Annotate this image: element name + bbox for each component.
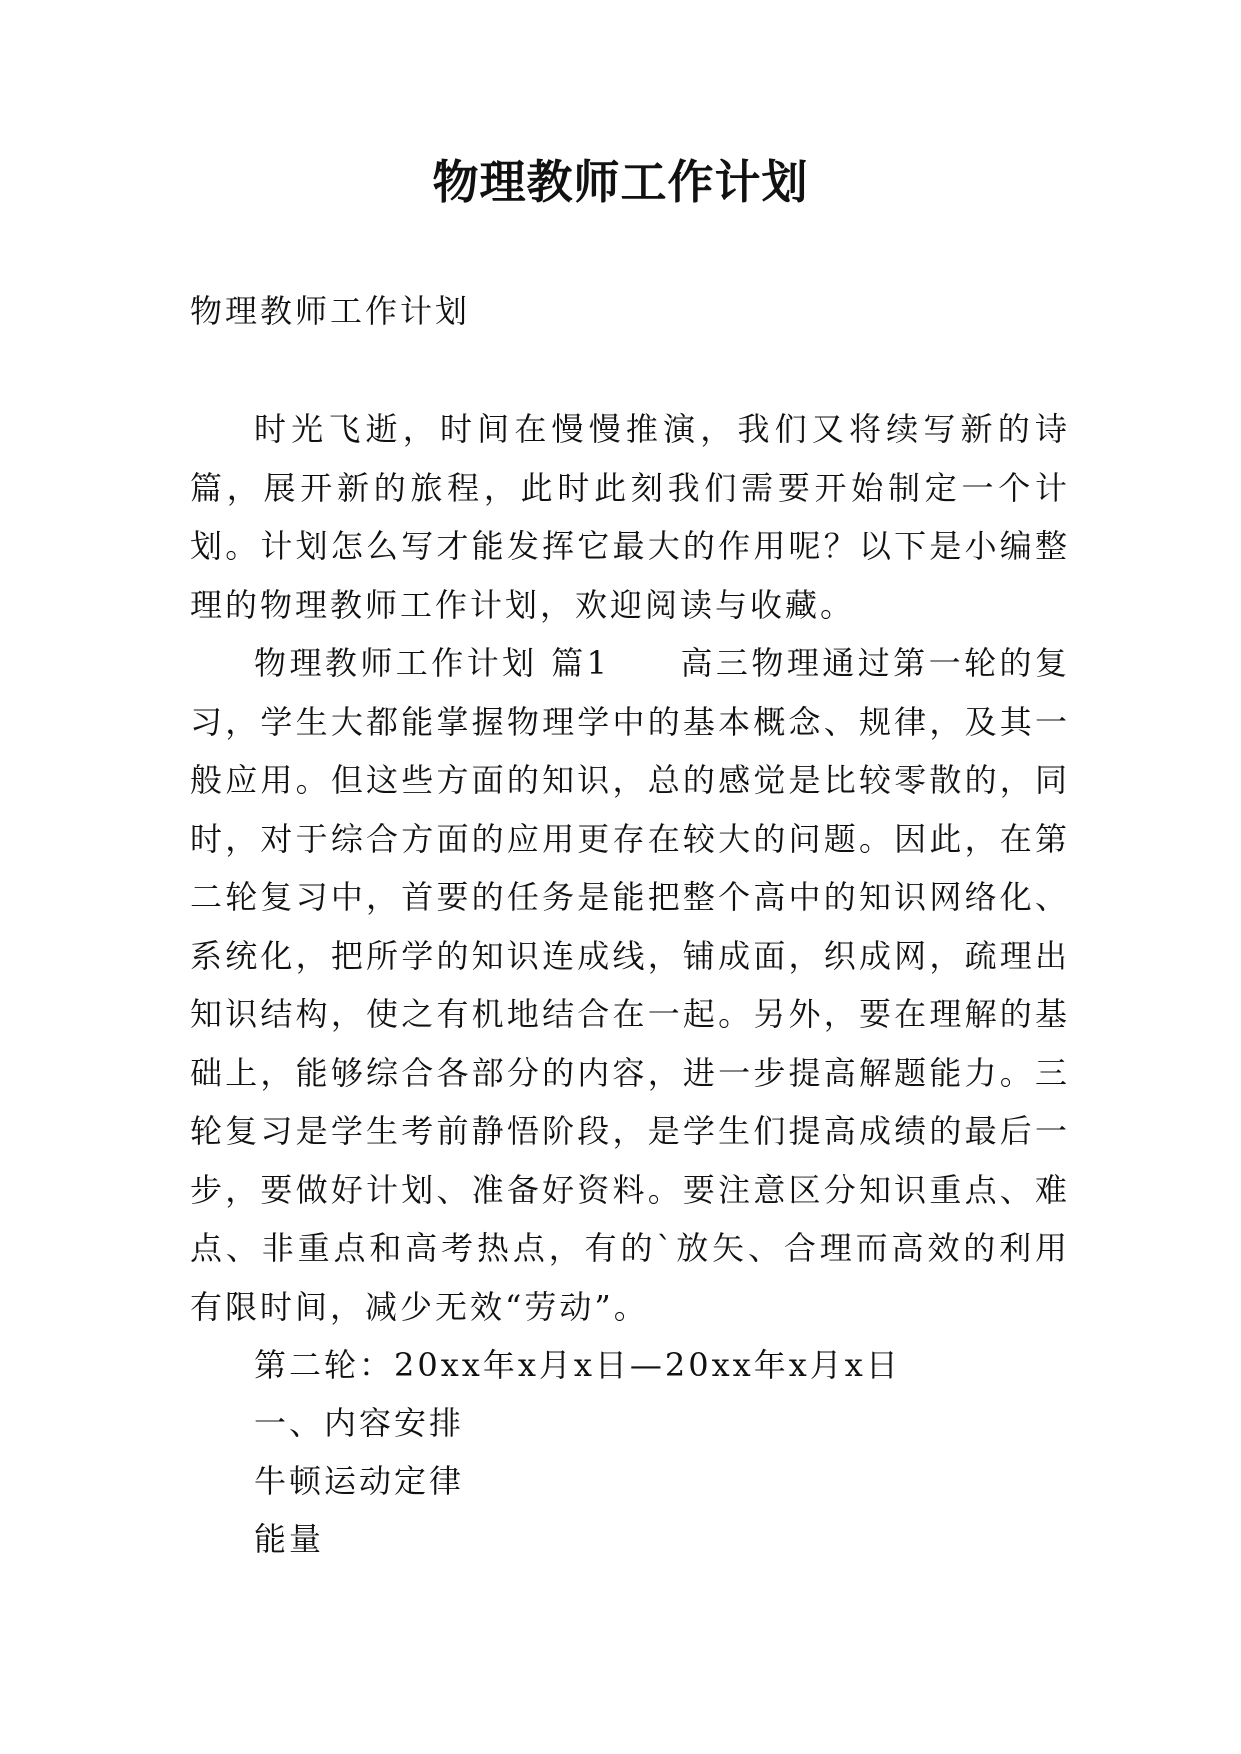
content-heading: 一、内容安排 [254,1404,465,1442]
round-date-line: 第二轮：20xx年x月x日—20xx年x月x日 [254,1346,901,1384]
document-title: 物理教师工作计划 [432,155,809,209]
content-item-newton: 牛顿运动定律 [254,1462,465,1500]
section-1-text: 高三物理通过第一轮的复习，学生大都能掌握物理学中的基本概念、规律，及其一般应用。但这些方面的知识，总的感觉是比较零散的，同时，对于综合方面的应用更存在较大的问题。因此，在第二轮复习中，首要的任务是能把整个高中的知识网络化、系统化，把所学的知识连成线，铺成面，织成网，疏理出知识结构，使之有机地结合在一起。另外，要在理解的基础上，能够综合各部分的内容，进一步提高解题能力。三轮复习是学生考前静悟阶段，是学生们提高成绩的最后一步，要做好计划、准备好资料。要注意区分知识重点、难点、非重点和高考热点，有的`放矢、合理而高效的利用有限时间，减少无效“劳动”。 [190,644,1070,1326]
section-1-paragraph [190,634,1070,1336]
intro-paragraph: 时光飞逝，时间在慢慢推演，我们又将续写新的诗篇，展开新的旅程，此时此刻我们需要开始制定一个计划。计划怎么写才能发挥它最大的作用呢？以下是小编整理的物理教师工作计划，欢迎阅读与收藏。 [190,410,1070,624]
section-1-heading: 物理教师工作计划 篇1 [254,644,611,682]
content-item-energy: 能量 [254,1520,325,1558]
document-subtitle: 物理教师工作计划 [190,292,471,330]
